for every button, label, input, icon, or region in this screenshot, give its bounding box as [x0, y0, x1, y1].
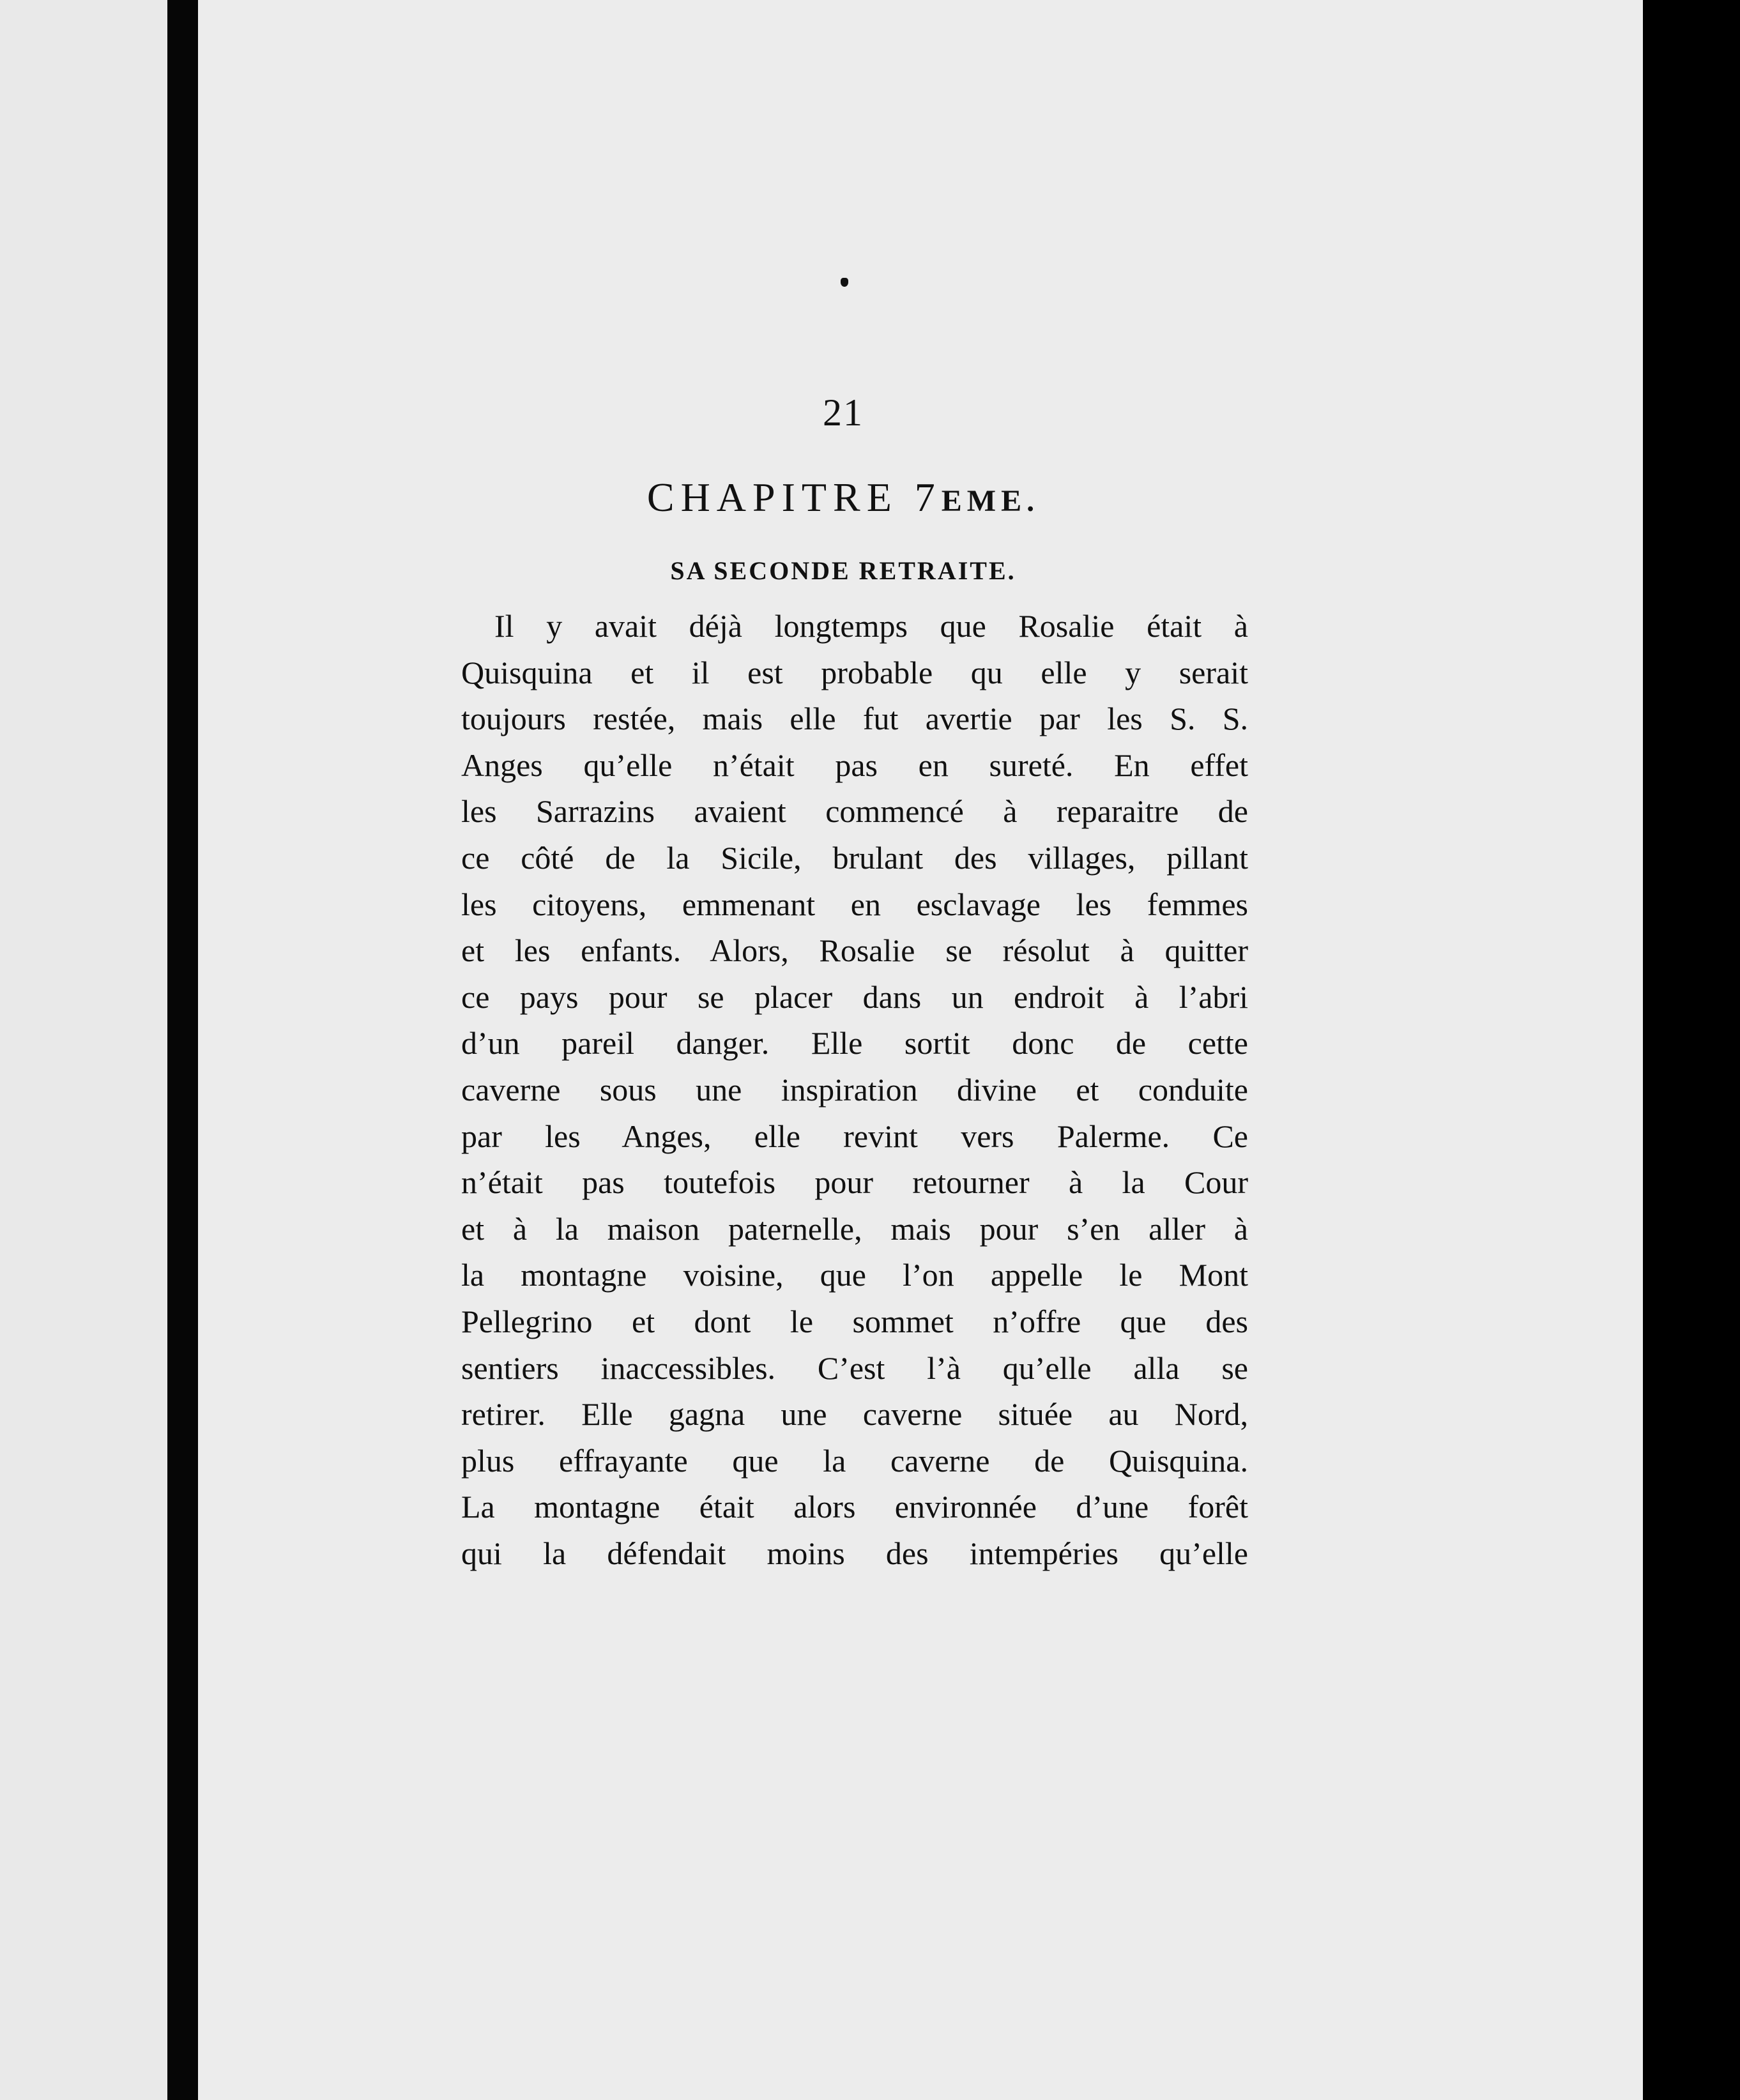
- text-line: La montagne était alors environnée d’une forêt: [461, 1489, 1248, 1525]
- chapter-suffix: EME.: [941, 484, 1040, 518]
- text-line: retirer. Elle gagna une caverne située au Nord,: [461, 1396, 1248, 1433]
- text-line: ce pays pour se placer dans un endroit à l’abri: [461, 978, 1248, 1015]
- text-line: Pellegrino et dont le sommet n’offre que des: [461, 1303, 1248, 1339]
- text-line: ce côté de la Sicile, brulant des villages, pillant: [461, 839, 1248, 876]
- body-text: [461, 603, 1248, 1576]
- text-line: et à la maison paternelle, mais pour s’en aller à: [461, 1210, 1248, 1247]
- binding-gutter: [167, 0, 198, 2100]
- text-line: toujours restée, mais elle fut avertie par les S. S.: [461, 701, 1248, 737]
- scan-border-right: [1643, 0, 1740, 2100]
- text-line: Quisquina et il est probable qu elle y serait: [461, 654, 1248, 690]
- chapter-title: CHAPITRE 7: [646, 475, 942, 520]
- text-line: Il y avait déjà longtemps que Rosalie était à: [494, 608, 1248, 644]
- text-line: les Sarrazins avaient commencé à reparaitre de: [461, 793, 1248, 830]
- chapter-subtitle: SA SECONDE RETRAITE.: [670, 556, 1016, 585]
- ink-speck: [841, 278, 848, 287]
- text-line: d’un pareil danger. Elle sortit donc de cette: [461, 1025, 1248, 1061]
- text-line: Anges qu’elle n’était pas en sureté. En effet: [461, 747, 1248, 783]
- text-line: les citoyens, emmenant en esclavage les femmes: [461, 886, 1248, 922]
- page-number: 21: [823, 392, 864, 434]
- text-line: et les enfants. Alors, Rosalie se résolut à quitter: [461, 932, 1248, 969]
- text-line: plus effrayante que la caverne de Quisquina.: [461, 1442, 1248, 1479]
- text-line: la montagne voisine, que l’on appelle le Mont: [461, 1257, 1248, 1293]
- chapter-heading: [600, 474, 1086, 521]
- text-line: par les Anges, elle revint vers Palerme. Ce: [461, 1118, 1248, 1154]
- facing-page-edge: [0, 0, 167, 2100]
- text-line: qui la défendait moins des intempéries qu’elle: [461, 1535, 1248, 1571]
- text-line: sentiers inaccessibles. C’est l’à qu’elle alla se: [461, 1350, 1248, 1386]
- text-line: caverne sous une inspiration divine et conduite: [461, 1071, 1248, 1107]
- text-line: n’était pas toutefois pour retourner à la Cour: [461, 1164, 1248, 1201]
